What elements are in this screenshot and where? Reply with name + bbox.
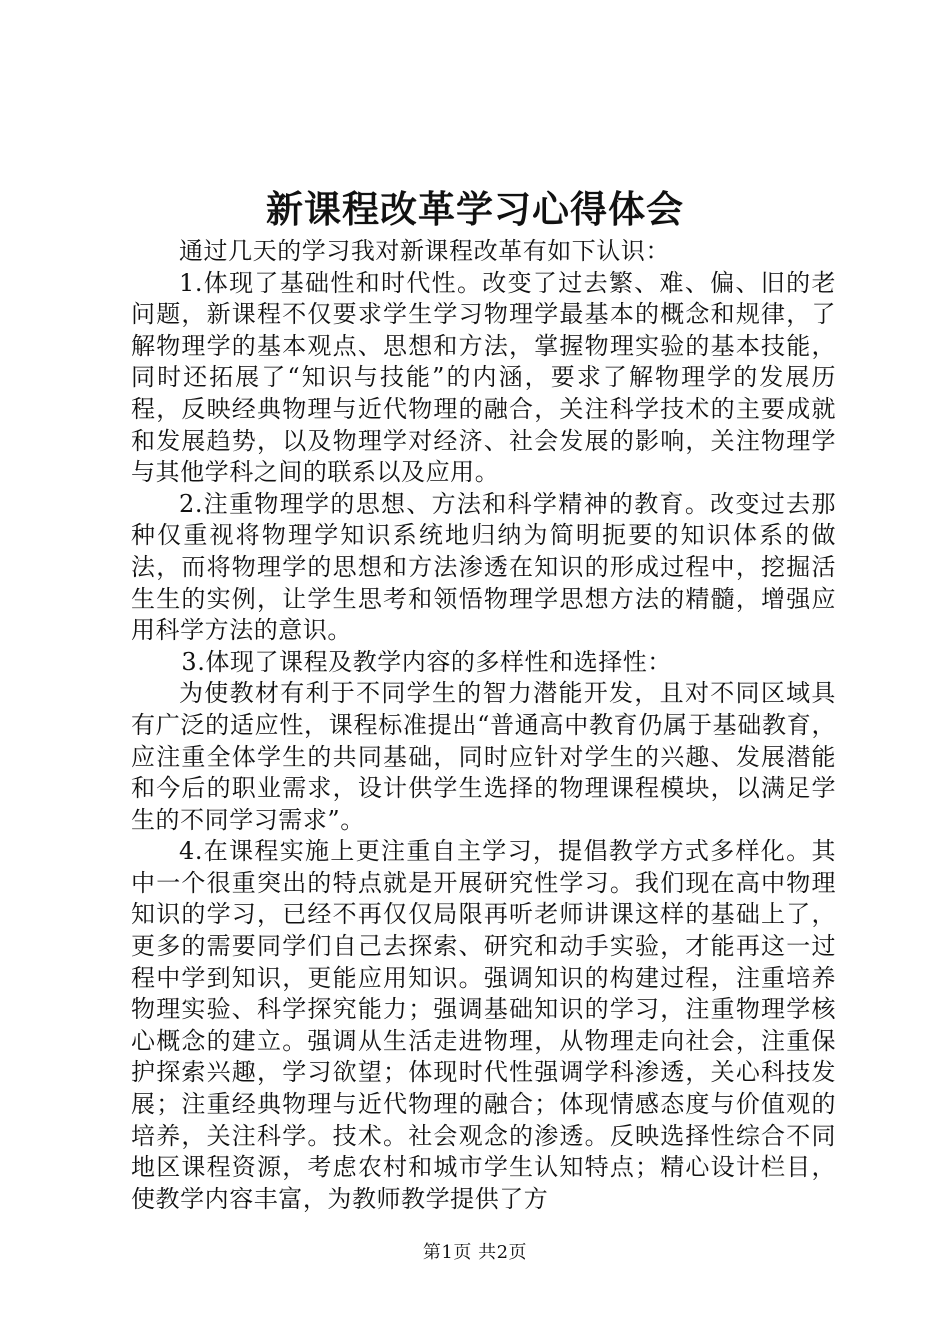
intro-paragraph: 通过几天的学习我对新课程改革有如下认识： — [179, 237, 670, 265]
point-1-paragraph: 1.体现了基础性和时代性。改变了过去繁、难、偏、旧的老问题，新课程不仅要求学生学习物理学最基本的概念和规律，了解物理学的基本观点、思想和方法，掌握物理实验的基本技能，同时还拓展了“知识与技能”的内涵，要求了解物理学的发展历程，反映经典物理与近代物理的融合，关注科学技术的主要成就和发展趋势，以及物理学对经济、社会发展的影响，关注物理学与其他学科之间的联系以及应用。 — [131, 268, 836, 487]
point-3-heading: 3.体现了课程及教学内容的多样性和选择性： — [181, 647, 672, 676]
point-4-paragraph: 4.在课程实施上更注重自主学习，提倡教学方式多样化。其中一个很重突出的特点就是开展研究性学习。我们现在高中物理知识的学习，已经不再仅仅局限再听老师讲课这样的基础上了，更多的需要同学们自己去探索、研究和动手实验，才能再这一过程中学到知识，更能应用知识。强调知识的构建过程，注重培养物理实验、科学探究能力；强调基础知识的学习，注重物理学核心概念的建立。强调从生活走进物理，从物理走向社会，注重保护探索兴趣，学习欲望；体现时代性强调学科渗透，关心科技发展；注重经典物理与近代物理的融合；体现情感态度与价值观的培养，关注科学。技术。社会观念的渗透。反映选择性综合不同地区课程资源，考虑农村和城市学生认知特点；精心设计栏目，使教学内容丰富，为教师教学提供了方 — [131, 837, 836, 1213]
document-body — [131, 236, 836, 1215]
point-3-paragraph: 为使教材有利于不同学生的智力潜能开发，且对不同区域具有广泛的适应性，课程标准提出“普通高中教育仍属于基础教育，应注重全体学生的共同基础，同时应针对学生的兴趣、发展潜能和今后的职业需求，设计供学生选择的物理课程模块，以满足学生的不同学习需求”。 — [131, 679, 836, 834]
point-2-paragraph: 2.注重物理学的思想、方法和科学精神的教育。改变过去那种仅重视将物理学知识系统地归纳为简明扼要的知识体系的做法，而将物理学的思想和方法渗透在知识的形成过程中，挖掘活生生的实例，让学生思考和领悟物理学思想方法的精髓，增强应用科学方法的意识。 — [131, 489, 836, 645]
document-title: 新课程改革学习心得体会 — [266, 187, 684, 231]
page-number-footer: 第1页 共2页 — [422, 1242, 528, 1263]
